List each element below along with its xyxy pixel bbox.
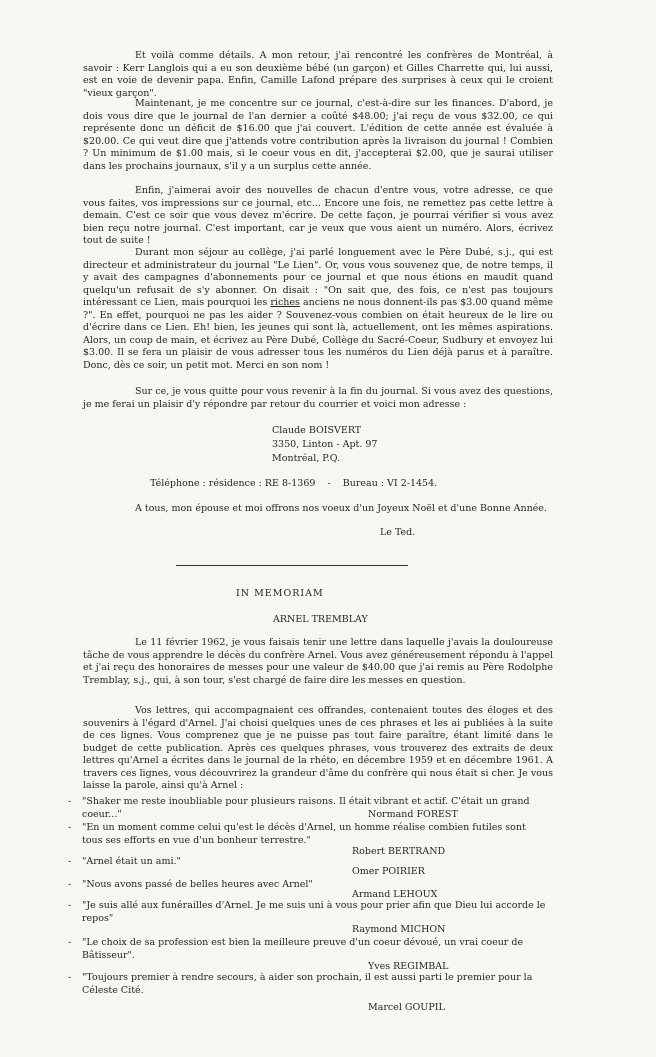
quote-text: "Le choix de sa profession est bien la meilleure preuve d'un coeur dévoué, un vrai coeur de Bâtisseur". xyxy=(82,937,524,961)
paragraph-details: Et voilà comme détails. A mon retour, j'ai rencontré les confrères de Montréal, à savoir : Kerr Langlois qui a eu son deuxième bébé (un garçon) et Gilles Charrette qui, lui aussi, est en voie de devenir papa. Enfin, Camille Lafond prépare des surprises à ceux qui le croient "vieux garçon". xyxy=(83,50,553,99)
quote-text: "Je suis allé aux funérailles d'Arnel. Je me suis uni à vous pour prier afin que Dieu lui accorde le repos" xyxy=(82,900,546,924)
memoriam-paragraph-1: Le 11 février 1962, je vous faisais tenir une lettre dans laquelle j'avais la douloureuse tâche de vous apprendre le décès du confrère Arnel. Vous avez généreusement répondu à l'appel et j'ai reçu des honoraires de messes pour une valeur de $40.00 que j'ai remis au Père Rodolphe Tremblay, s.j., qui, à son tour, s'est chargé de faire dire les messes en question. xyxy=(83,637,553,686)
quote-text: "Arnel était un ami." xyxy=(82,856,181,867)
quote-text: "En un moment comme celui qu'est le décès d'Arnel, un homme réalise combien futiles sont tous ses efforts en vue d'un bonheur terrestre." xyxy=(82,822,526,846)
quote-text: "Shaker me reste inoubliable pour plusieurs raisons. Il était vibrant et actif. C'était un grand coeur..." xyxy=(82,796,530,820)
paragraph-le-lien-part1: Durant mon séjour au collège, j'ai parlé longuement avec le Père Dubé, s.j., qui est directeur et administrateur du journal "Le Lien". Or, vous vous souvenez que, de notre temps, il y avait des campagnes d'abonnements pour ce journal et que nous étions en maudit quand quelqu'un refusait de s'y abonner. On disait : "On sait que, des fois, ce n'est pas toujours intéressant ce Lien, mais pourquoi les xyxy=(83,247,553,308)
paragraph-le-lien xyxy=(83,247,553,372)
paragraph-le-lien-part2: anciens ne nous donnent-ils pas $3.00 quand même ?". En effet, pourquoi ne pas les aider ? Souvenez-vous combien on était heureux de le lire ou d'écrire dans ce Lien. Eh! bien, les jeunes qui sont là, actuellement, ont les mêmes aspirations. Alors, un coup de main, et écrivez au Père Dubé, Collège du Sacré-Coeur, Sudbury et envoyez lui $3.00. Il se fera un plaisir de vous adresser tous les numéros du Lien déjà parus et à paraître. Donc, dès ce soir, un petit mot. Merci en son nom ! xyxy=(83,297,553,371)
quote-author: Marcel GOUPIL xyxy=(368,1002,445,1013)
quote-author: Normand FOREST xyxy=(368,809,458,820)
memoriam-name: ARNEL TREMBLAY xyxy=(273,614,368,625)
quote-dash: - xyxy=(68,796,72,807)
quote-item xyxy=(68,972,548,997)
quote-author: Omer POIRIER xyxy=(352,866,425,877)
quote-author: Raymond MICHON xyxy=(352,924,446,935)
quote-item xyxy=(68,822,548,847)
quote-dash: - xyxy=(68,856,72,867)
quote-dash: - xyxy=(68,900,72,911)
address-street: 3350, Linton - Apt. 97 xyxy=(272,439,378,450)
quote-author: Armand LEHOUX xyxy=(352,889,438,900)
memoriam-title: IN MEMORIAM xyxy=(236,588,324,599)
address-name: Claude BOISVERT xyxy=(272,425,362,436)
quote-author: Yves REGIMBAL xyxy=(368,961,449,972)
holiday-wishes: A tous, mon épouse et moi offrons nos voeux d'un Joyeux Noël et d'une Bonne Année. xyxy=(135,503,547,514)
signature: Le Ted. xyxy=(380,527,416,538)
paragraph-closing: Sur ce, je vous quitte pour vous revenir à la fin du journal. Si vous avez des questions, je me ferai un plaisir d'y répondre par retour du courrier et voici mon adresse : xyxy=(83,386,553,410)
quote-dash: - xyxy=(68,937,72,948)
quote-author: Robert BERTRAND xyxy=(352,846,446,857)
quote-dash: - xyxy=(68,822,72,833)
quote-item xyxy=(68,856,548,869)
quote-dash: - xyxy=(68,972,72,983)
quote-text: "Nous avons passé de belles heures avec Arnel" xyxy=(82,879,313,890)
address-city: Montréal, P.Q. xyxy=(272,453,341,464)
phone-numbers: Téléphone : résidence : RE 8-1369 - Bureau : VI 2-1454. xyxy=(150,478,438,489)
underlined-word: riches xyxy=(270,297,300,308)
paragraph-news-request: Enfin, j'aimerai avoir des nouvelles de chacun d'entre vous, votre adresse, ce que vous faites, vos impressions sur ce journal, etc... Encore une fois, ne remettez pas cette lettre à demain. C'est ce soir que vous devez m'écrire. De cette façon, je pourrai vérifier si vous avez bien reçu notre journal. C'est important, car je veux que vous aient un numéro. Alors, écrivez tout de suite ! xyxy=(83,185,553,246)
quote-item xyxy=(68,937,548,962)
quote-item xyxy=(68,900,548,925)
quote-text: "Toujours premier à rendre secours, à aider son prochain, il est aussi parti le premier pour la Céleste Cité. xyxy=(82,972,533,996)
paragraph-finances: Maintenant, je me concentre sur ce journal, c'est-à-dire sur les finances. D'abord, je dois vous dire que le journal de l'an dernier a coûté $48.00; j'ai reçu de vous $32.00, ce qui représente donc un déficit de $16.00 que j'ai couvert. L'édition de cette année est évaluée à $20.00. Ce qui veut dire que j'attends votre contribution après la livraison du journal ! Combien ? Un minimum de $1.00 mais, si le coeur vous en dit, j'accepterai $2.00, que je saurai utiliser dans les prochains journaux, s'il y a un surplus cette année. xyxy=(83,98,553,172)
section-divider xyxy=(176,565,408,566)
quote-item xyxy=(68,796,548,821)
quote-item xyxy=(68,879,548,892)
memoriam-paragraph-2: Vos lettres, qui accompagnaient ces offrandes, contenaient toutes des éloges et des souvenirs à l'égard d'Arnel. J'ai choisi quelques unes de ces phrases et les ai publiées à la suite de ces lignes. Vous comprenez que je ne puisse pas tout faire paraître, étant limité dans le budget de cette publication. Après ces quelques phrases, vous trouverez des extraits de deux lettres qu'Arnel a écrites dans le journal de la rhéto, en décembre 1959 et en décembre 1961. A travers ces lignes, vous découvrirez la grandeur d'âme du confrère qui nous était si cher. Je vous laisse la parole, ainsi qu'à Arnel : xyxy=(83,705,553,791)
quote-dash: - xyxy=(68,879,72,890)
